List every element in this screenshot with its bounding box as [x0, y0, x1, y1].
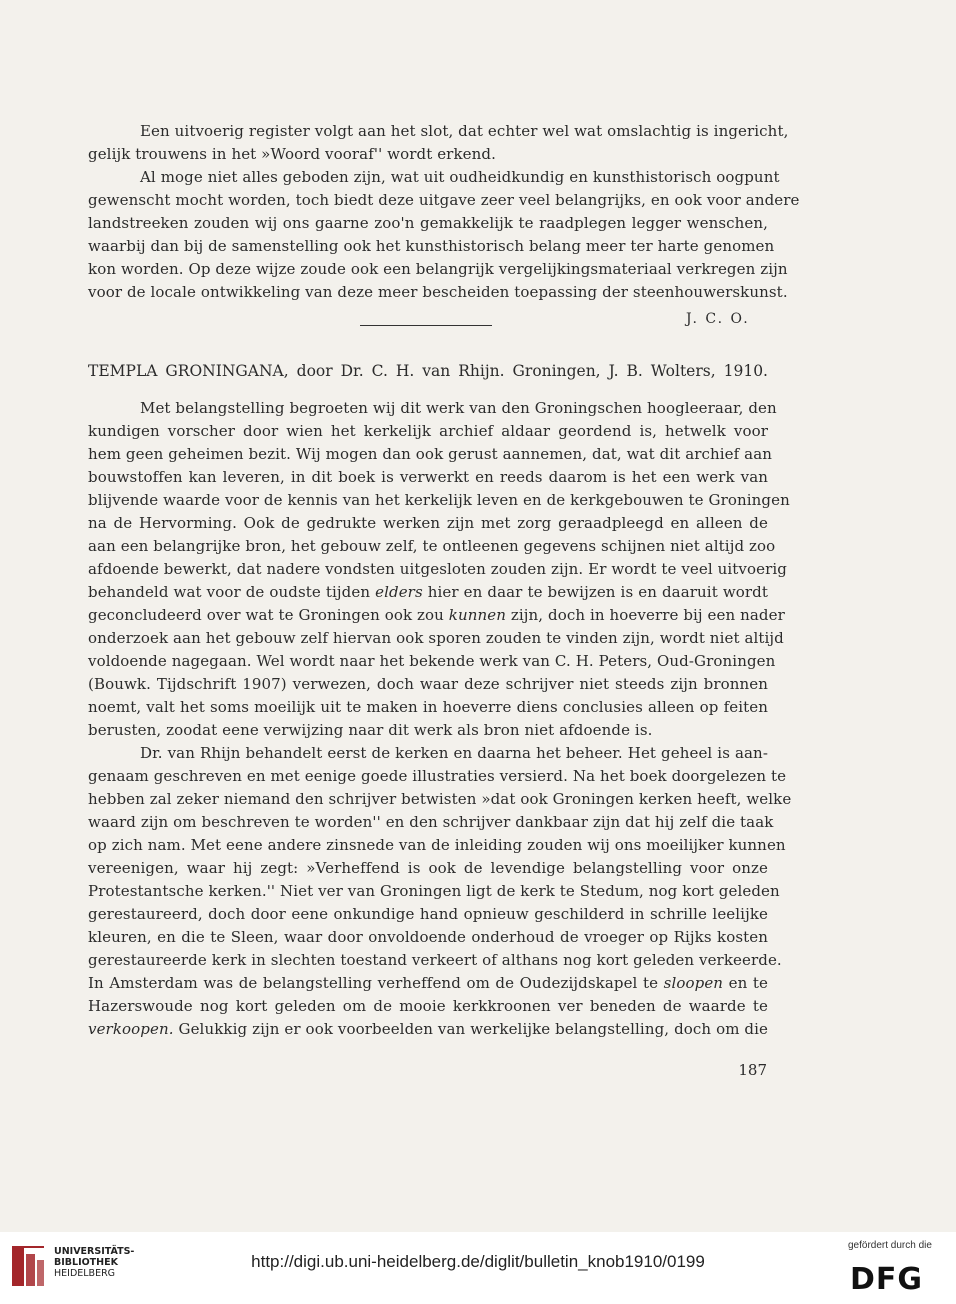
text-line: kon worden. Op deze wijze zoude ook een belangrijk vergelijkingsmateriaal verkregen zijn — [88, 260, 788, 278]
text-line: Dr. van Rhijn behandelt eerst de kerken en daarna het beheer. Het geheel is aan- — [140, 744, 768, 762]
text-line: noemt, valt het soms moeilijk uit te maken in hoeverre diens conclusies alleen op feiten — [88, 698, 768, 716]
text-line — [88, 974, 768, 992]
text-run: geconcludeerd over wat te Groningen ook zou — [88, 606, 449, 624]
italic-text-run: kunnen — [448, 606, 507, 624]
review-heading: TEMPLA GRONINGANA, door Dr. C. H. van Rhijn. Groningen, J. B. Wolters, 1910. — [88, 362, 768, 380]
italic-text-run: verkoopen. — [88, 1020, 174, 1038]
text-line: kleuren, en die te Sleen, waar door onvoldoende onderhoud de vroeger op Rijks kosten — [88, 928, 768, 946]
author-signature: J. C. O. — [686, 311, 750, 327]
permalink-url[interactable]: http://digi.ub.uni-heidelberg.de/diglit/bulletin_knob1910/0199 — [251, 1252, 705, 1271]
library-name-line: HEIDELBERG — [54, 1268, 116, 1279]
text-run: hier en daar te bewijzen is en daaruit wordt — [422, 583, 768, 601]
footer — [0, 1232, 956, 1304]
text-line: kundigen vorscher door wien het kerkelijk archief aldaar geordend is, hetwelk voor — [88, 422, 768, 440]
text-line: Met belangstelling begroeten wij dit werk van den Groningschen hoogleeraar, den — [140, 399, 777, 417]
text-run: behandeld wat voor de oudste tijden — [88, 583, 376, 601]
text-line: onderzoek aan het gebouw zelf hiervan ook sporen zouden te vinden zijn, wordt niet altijd — [88, 629, 784, 647]
text-line: hem geen geheimen bezit. Wij mogen dan ook gerust aannemen, dat, wat dit archief aan — [88, 445, 773, 463]
section-divider — [360, 325, 492, 326]
text-line: gerestaureerd, doch door eene onkundige hand opnieuw geschilderd in schrille leelijke — [88, 905, 768, 923]
text-run: zijn, doch in hoeverre bij een nader — [506, 606, 785, 624]
text-line: Hazerswoude nog kort geleden om de mooie kerkkroonen ver beneden de waarde te — [88, 997, 768, 1015]
italic-text-run: sloopen — [663, 974, 724, 992]
text-line: hebben zal zeker niemand den schrijver betwisten »dat ook Groningen kerken heeft, welke — [88, 790, 792, 808]
text-run: Gelukkig zijn er ook voorbeelden van werkelijke belangstelling, doch om die — [173, 1020, 768, 1038]
text-line: Protestantsche kerken.'' Niet ver van Groningen ligt de kerk te Stedum, nog kort geleden — [88, 882, 780, 900]
text-line: gerestaureerde kerk in slechten toestand verkeert of althans nog kort geleden verkeerde. — [88, 951, 782, 969]
text-line — [88, 583, 768, 601]
text-line: Een uitvoerig register volgt aan het slot, dat echter wel wat omslachtig is ingericht, — [140, 122, 789, 140]
text-line — [88, 1020, 768, 1038]
text-line: afdoende bewerkt, dat nadere vondsten uitgesloten zouden zijn. Er wordt te veel uitvoerig — [88, 560, 787, 578]
text-line — [88, 606, 785, 624]
text-line: Al moge niet alles geboden zijn, wat uit oudheidkundig en kunsthistorisch oogpunt — [140, 168, 780, 186]
text-line: gewenscht mocht worden, toch biedt deze uitgave zeer veel belangrijks, en ook voor andere — [88, 191, 800, 209]
library-name-line: BIBLIOTHEK — [54, 1257, 118, 1268]
text-line: (Bouwk. Tijdschrift 1907) verwezen, doch waar deze schrijver niet steeds zijn bronnen — [88, 675, 768, 693]
text-line: voldoende nagegaan. Wel wordt naar het bekende werk van C. H. Peters, Oud-Groningen — [88, 652, 776, 670]
text-line: voor de locale ontwikkeling van deze meer bescheiden toepassing der steenhouwerskunst. — [88, 283, 788, 301]
text-line: gelijk trouwens in het »Woord vooraf'' wordt erkend. — [88, 145, 496, 163]
text-line: waarbij dan bij de samenstelling ook het kunsthistorisch belang meer ter harte genomen — [88, 237, 775, 255]
library-name-line: UNIVERSITÄTS- — [54, 1246, 135, 1257]
text-line: blijvende waarde voor de kennis van het kerkelijk leven en de kerkgebouwen te Groningen — [88, 491, 790, 509]
text-line: berusten, zoodat eene verwijzing naar dit werk als bron niet afdoende is. — [88, 721, 653, 739]
text-line: genaam geschreven en met eenige goede illustraties versierd. Na het boek doorgelezen te — [88, 767, 787, 785]
page-number: 187 — [738, 1061, 767, 1079]
italic-text-run: elders — [375, 583, 423, 601]
text-line: landstreeken zouden wij ons gaarne zoo'n gemakkelijk te raadplegen legger wenschen, — [88, 214, 768, 232]
text-line: bouwstoffen kan leveren, in dit boek is verwerkt en reeds daarom is het een werk van — [88, 468, 768, 486]
text-line: na de Hervorming. Ook de gedrukte werken zijn met zorg geraadpleegd en alleen de — [88, 514, 768, 532]
text-line: op zich nam. Met eene andere zinsnede van de inleiding zouden wij ons moeilijker kunnen — [88, 836, 786, 854]
text-line: aan een belangrijke bron, het gebouw zelf, te ontleenen gegevens schijnen niet altijd zoo — [88, 537, 776, 555]
text-run: en te — [723, 974, 768, 992]
funder-caption: gefördert durch die — [848, 1240, 932, 1251]
text-run: In Amsterdam was de belangstelling verheffend om de Oudezijdskapel te — [88, 974, 664, 992]
text-line: vereenigen, waar hij zegt: »Verheffend is ook de levendige belangstelling voor onze — [88, 859, 768, 877]
text-line: waard zijn om beschreven te worden'' en den schrijver dankbaar zijn dat hij zelf die taak — [88, 813, 774, 831]
dfg-logo: DFG — [850, 1262, 924, 1297]
